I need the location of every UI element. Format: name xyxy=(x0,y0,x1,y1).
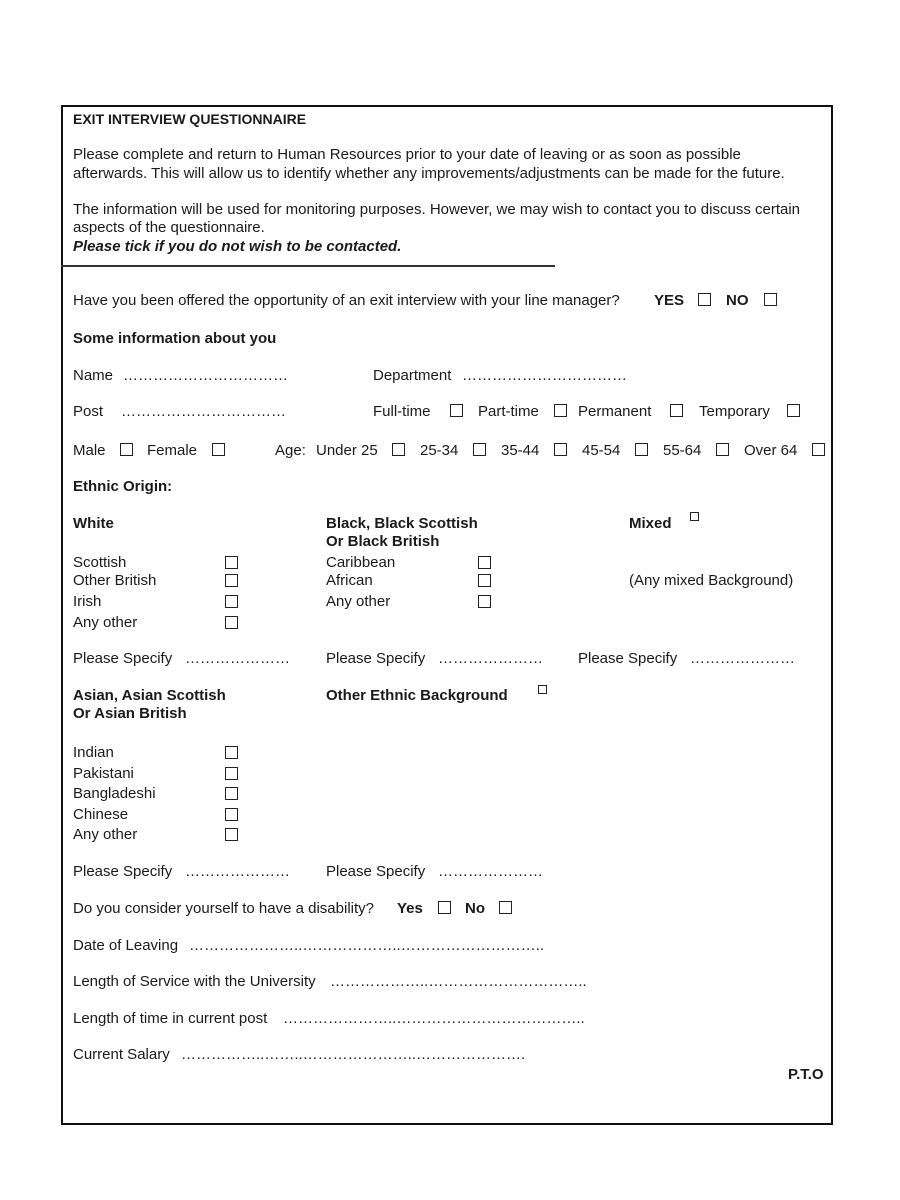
age-55-64-checkbox[interactable] xyxy=(716,443,729,456)
black-caribbean-label: Caribbean xyxy=(326,554,396,571)
pto-label: P.T.O xyxy=(788,1066,824,1083)
form-frame xyxy=(61,105,833,1125)
black-heading-1: Black, Black Scottish xyxy=(326,515,478,532)
black-african-label: African xyxy=(326,572,373,589)
name-field[interactable]: …………………………… xyxy=(123,367,288,384)
mixed-specify-label: Please Specify xyxy=(578,650,678,667)
salary-field[interactable]: ……………..……..…………………..…………………. xyxy=(181,1046,526,1063)
white-irish-checkbox[interactable] xyxy=(225,595,238,608)
mixed-checkbox[interactable] xyxy=(690,512,699,521)
age-55-64-label: 55-64 xyxy=(663,442,702,459)
length-service-field[interactable]: ………………..………………………….. xyxy=(330,973,587,990)
exit-interview-no-label: NO xyxy=(726,292,749,309)
length-post-label: Length of time in current post xyxy=(73,1010,268,1027)
other-specify-field[interactable]: ………………… xyxy=(438,863,543,880)
intro-line-2: afterwards. This will allow us to identify whether any improvements/adjustments can be made for the future. xyxy=(73,165,785,182)
name-label: Name xyxy=(73,367,114,384)
black-specify-label: Please Specify xyxy=(326,650,426,667)
intro-line-4: aspects of the questionnaire. xyxy=(73,219,265,236)
exit-interview-yes-checkbox[interactable] xyxy=(698,293,711,306)
male-label: Male xyxy=(73,442,106,459)
department-label: Department xyxy=(373,367,452,384)
age-25-34-label: 25-34 xyxy=(420,442,459,459)
exit-interview-yes-label: YES xyxy=(654,292,685,309)
intro-line-1: Please complete and return to Human Resources prior to your date of leaving or as soon as possible xyxy=(73,146,741,163)
post-label: Post xyxy=(73,403,104,420)
white-other-british-checkbox[interactable] xyxy=(225,574,238,587)
age-35-44-checkbox[interactable] xyxy=(554,443,567,456)
asian-specify-field[interactable]: ………………… xyxy=(185,863,290,880)
permanent-label: Permanent xyxy=(578,403,652,420)
white-other-british-label: Other British xyxy=(73,572,157,589)
asian-any-other-checkbox[interactable] xyxy=(225,828,238,841)
other-specify-label: Please Specify xyxy=(326,863,426,880)
tick-note: Please tick if you do not wish to be contacted. xyxy=(73,238,402,255)
asian-specify-label: Please Specify xyxy=(73,863,173,880)
age-45-54-checkbox[interactable] xyxy=(635,443,648,456)
black-any-other-label: Any other xyxy=(326,593,391,610)
disability-yes-label: Yes xyxy=(397,900,423,917)
department-field[interactable]: …………………………… xyxy=(462,367,627,384)
mixed-specify-field[interactable]: ………………… xyxy=(690,650,795,667)
page-title: EXIT INTERVIEW QUESTIONNAIRE xyxy=(73,111,307,127)
about-heading: Some information about you xyxy=(73,330,277,347)
asian-heading-1: Asian, Asian Scottish xyxy=(73,687,226,704)
length-post-field[interactable]: …………………..……………………………….. xyxy=(283,1010,585,1027)
asian-chinese-checkbox[interactable] xyxy=(225,808,238,821)
other-ethnic-heading: Other Ethnic Background xyxy=(326,687,508,704)
date-of-leaving-field[interactable]: …………………..………………..……………………….. xyxy=(189,937,545,954)
part-time-checkbox[interactable] xyxy=(554,404,567,417)
asian-any-other-label: Any other xyxy=(73,826,138,843)
asian-bangladeshi-label: Bangladeshi xyxy=(73,785,156,802)
age-25-34-checkbox[interactable] xyxy=(473,443,486,456)
black-specify-field[interactable]: ………………… xyxy=(438,650,543,667)
black-caribbean-checkbox[interactable] xyxy=(478,556,491,569)
white-specify-label: Please Specify xyxy=(73,650,173,667)
white-irish-label: Irish xyxy=(73,593,102,610)
white-scottish-checkbox[interactable] xyxy=(225,556,238,569)
temporary-checkbox[interactable] xyxy=(787,404,800,417)
male-checkbox[interactable] xyxy=(120,443,133,456)
black-any-other-checkbox[interactable] xyxy=(478,595,491,608)
age-over64-checkbox[interactable] xyxy=(812,443,825,456)
exit-interview-no-checkbox[interactable] xyxy=(764,293,777,306)
female-label: Female xyxy=(147,442,198,459)
asian-indian-label: Indian xyxy=(73,744,114,761)
other-ethnic-checkbox[interactable] xyxy=(538,685,547,694)
disability-no-checkbox[interactable] xyxy=(499,901,512,914)
white-specify-field[interactable]: ………………… xyxy=(185,650,290,667)
age-under25-label: Under 25 xyxy=(316,442,378,459)
full-time-label: Full-time xyxy=(373,403,431,420)
disability-yes-checkbox[interactable] xyxy=(438,901,451,914)
asian-bangladeshi-checkbox[interactable] xyxy=(225,787,238,800)
disability-no-label: No xyxy=(465,900,485,917)
white-heading: White xyxy=(73,515,114,532)
white-any-other-label: Any other xyxy=(73,614,138,631)
age-under25-checkbox[interactable] xyxy=(392,443,405,456)
temporary-label: Temporary xyxy=(699,403,770,420)
section-divider xyxy=(61,265,555,267)
part-time-label: Part-time xyxy=(478,403,539,420)
age-45-54-label: 45-54 xyxy=(582,442,621,459)
post-field[interactable]: …………………………… xyxy=(121,403,286,420)
white-scottish-label: Scottish xyxy=(73,554,127,571)
intro-line-3: The information will be used for monitoring purposes. However, we may wish to contact you to discuss certain xyxy=(73,201,801,218)
mixed-heading: Mixed xyxy=(629,515,672,532)
white-any-other-checkbox[interactable] xyxy=(225,616,238,629)
mixed-note: (Any mixed Background) xyxy=(629,572,794,589)
female-checkbox[interactable] xyxy=(212,443,225,456)
date-of-leaving-label: Date of Leaving xyxy=(73,937,179,954)
black-heading-2: Or Black British xyxy=(326,533,440,550)
age-35-44-label: 35-44 xyxy=(501,442,540,459)
length-service-label: Length of Service with the University xyxy=(73,973,316,990)
full-time-checkbox[interactable] xyxy=(450,404,463,417)
asian-chinese-label: Chinese xyxy=(73,806,129,823)
exit-interview-question: Have you been offered the opportunity of an exit interview with your line manager? xyxy=(73,292,620,309)
asian-pakistani-label: Pakistani xyxy=(73,765,134,782)
asian-indian-checkbox[interactable] xyxy=(225,746,238,759)
permanent-checkbox[interactable] xyxy=(670,404,683,417)
age-label: Age: xyxy=(275,442,306,459)
black-african-checkbox[interactable] xyxy=(478,574,491,587)
age-over64-label: Over 64 xyxy=(744,442,798,459)
salary-label: Current Salary xyxy=(73,1046,170,1063)
asian-heading-2: Or Asian British xyxy=(73,705,187,722)
ethnic-heading: Ethnic Origin: xyxy=(73,478,173,495)
disability-question: Do you consider yourself to have a disability? xyxy=(73,900,374,917)
asian-pakistani-checkbox[interactable] xyxy=(225,767,238,780)
